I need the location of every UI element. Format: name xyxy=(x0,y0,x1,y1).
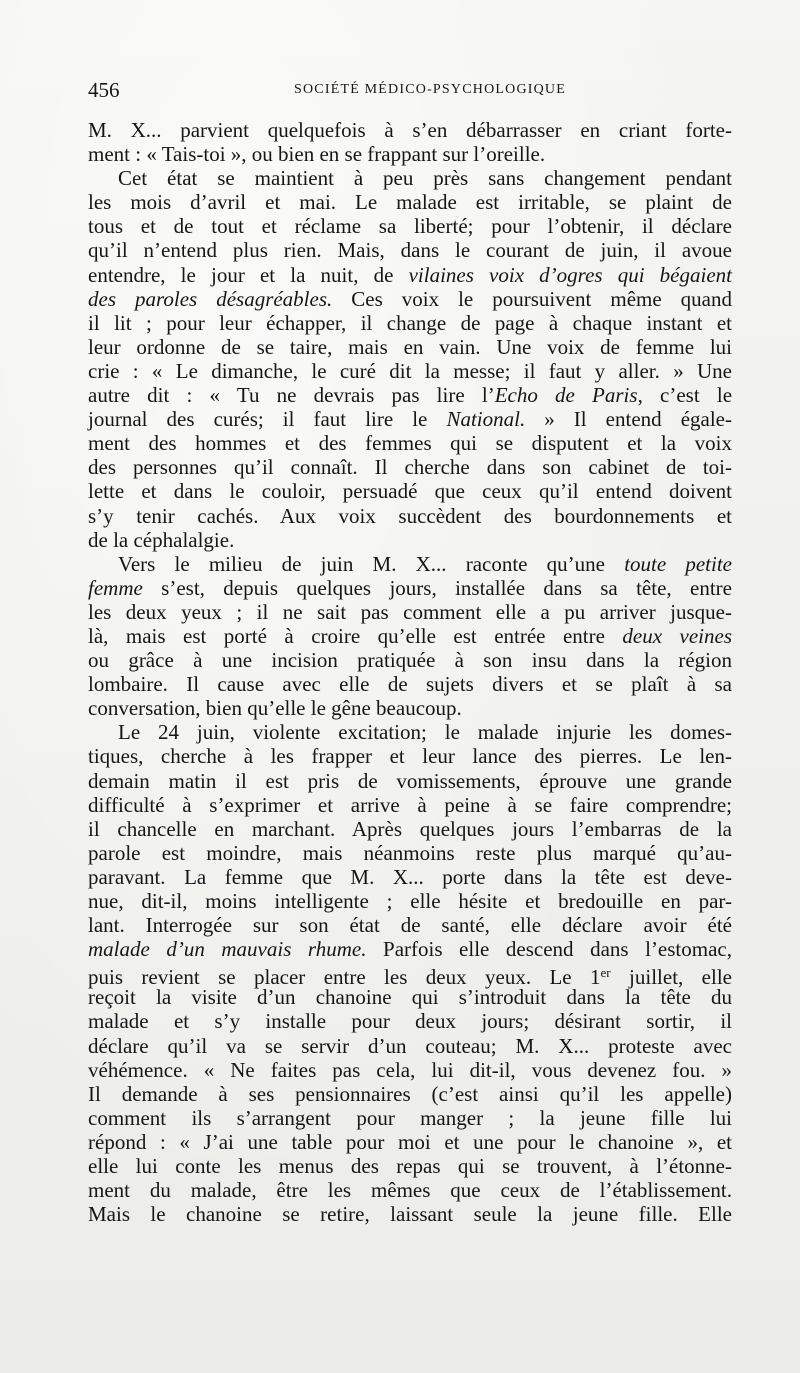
superscript-text: er xyxy=(600,965,611,981)
text-line xyxy=(88,648,732,672)
text-line xyxy=(88,720,732,744)
text-line xyxy=(88,769,732,793)
text-segment: Il demande à ses pensionnaires (c’est ainsi qu’il les appelle) xyxy=(88,1081,732,1106)
text-line xyxy=(88,1154,732,1178)
text-line xyxy=(88,865,732,889)
page-number: 456 xyxy=(88,78,120,102)
text-segment: tous et de tout et réclame sa liberté; pour l’obtenir, il déclare xyxy=(88,214,732,239)
text-line xyxy=(88,576,732,600)
text-line xyxy=(88,985,732,1009)
text-segment: conversation, bien qu’elle le gêne beaucoup. xyxy=(88,696,462,721)
text-segment: Parfois elle descend dans l’estomac, xyxy=(366,937,732,962)
text-segment: il lit ; pour leur échapper, il change de page à chaque instant et xyxy=(88,310,732,335)
text-segment: répond : « J’ai une table pour moi et une pour le chanoine », et xyxy=(88,1129,732,1154)
text-line xyxy=(88,1082,732,1106)
text-segment: s’est, depuis quelques jours, installée dans sa tête, entre xyxy=(142,575,732,600)
text-line xyxy=(88,263,732,287)
text-line xyxy=(88,913,732,937)
text-line xyxy=(88,431,732,455)
italic-text: deux veines xyxy=(622,623,732,648)
text-line xyxy=(88,166,732,190)
text-segment: des personnes qu’il connaît. Il cherche dans son cabinet de toi- xyxy=(88,455,732,480)
text-segment: les deux yeux ; il ne sait pas comment elle a pu arriver jusque- xyxy=(88,599,732,624)
text-line xyxy=(88,889,732,913)
text-segment: elle lui conte les menus des repas qui se trouvent, à l’étonne- xyxy=(88,1154,732,1179)
text-segment: difficulté à s’exprimer et arrive à peine à se faire comprendre; xyxy=(88,792,732,817)
text-line xyxy=(88,142,732,166)
text-segment: lant. Interrogée sur son état de santé, elle déclare avoir été xyxy=(88,913,732,938)
text-segment: lette et dans le couloir, persuadé que ceux qu’il entend doivent xyxy=(88,479,732,504)
text-line xyxy=(88,744,732,768)
running-title: SOCIÉTÉ MÉDICO-PSYCHOLOGIQUE xyxy=(294,82,566,97)
text-segment: véhémence. « Ne faites pas cela, lui dit-il, vous devenez fou. » xyxy=(88,1057,732,1082)
text-segment: demain matin il est pris de vomissements, éprouve une grande xyxy=(88,768,732,793)
text-segment: qu’il n’entend plus rien. Mais, dans le courant de juin, il avoue xyxy=(88,238,732,263)
text-line xyxy=(88,214,732,238)
text-segment: de la céphalalgie. xyxy=(88,527,235,552)
text-segment: Cet état se maintient à peu près sans changement pendant xyxy=(118,166,732,191)
text-segment: » Il entend égale- xyxy=(525,407,733,432)
text-segment: puis revient se placer entre les deux yeux. Le 1 xyxy=(88,965,601,990)
text-line xyxy=(88,504,732,528)
text-segment: il chancelle en marchant. Après quelques jours l’embarras de la xyxy=(88,816,732,841)
text-line xyxy=(88,600,732,624)
text-line xyxy=(88,287,732,311)
text-line xyxy=(88,1178,732,1202)
text-segment: Le 24 juin, violente excitation; le malade injurie les domes- xyxy=(118,720,732,745)
text-segment: Ces voix le poursuivent même quand xyxy=(332,286,732,311)
text-line xyxy=(88,1009,732,1033)
text-segment: ment du malade, être les mêmes que ceux de l’établissement. xyxy=(88,1178,732,1203)
italic-text: Echo de Paris xyxy=(494,383,638,408)
text-segment: , c’est le xyxy=(637,383,733,408)
text-segment: leur ordonne de se taire, mais en vain. Une voix de femme lui xyxy=(88,334,732,359)
text-segment: ment : « Tais-toi », ou bien en se frappant sur l’oreille. xyxy=(88,142,546,167)
text-segment: juillet, elle xyxy=(610,965,732,990)
text-line xyxy=(88,624,732,648)
text-line xyxy=(88,311,732,335)
text-line xyxy=(88,1130,732,1154)
page-header xyxy=(88,76,732,104)
text-line xyxy=(88,1202,732,1226)
text-segment: ment des hommes et des femmes qui se disputent et la voix xyxy=(88,431,732,456)
text-segment: ou grâce à une incision pratiquée à son insu dans la région xyxy=(88,648,732,673)
text-segment: malade et s’y installe pour deux jours; désirant sortir, il xyxy=(88,1009,732,1034)
text-line xyxy=(88,407,732,431)
text-line xyxy=(88,552,732,576)
text-line xyxy=(88,118,732,142)
text-segment: paravant. La femme que M. X... porte dans la tête est deve- xyxy=(88,864,732,889)
text-segment: crie : « Le dimanche, le curé dit la messe; il faut y aller. » Une xyxy=(88,358,732,383)
text-line xyxy=(88,455,732,479)
text-segment: là, mais est porté à croire qu’elle est entrée entre xyxy=(88,623,623,648)
text-line xyxy=(88,937,732,961)
text-line xyxy=(88,1034,732,1058)
italic-text: vilaines voix d’ogres qui bégaient xyxy=(408,262,732,287)
text-line xyxy=(88,190,732,214)
text-segment: entendre, le jour et la nuit, de xyxy=(88,262,409,287)
text-line xyxy=(88,696,732,720)
text-segment: les mois d’avril et mai. Le malade est irritable, se plaint de xyxy=(88,190,732,215)
text-line xyxy=(88,383,732,407)
text-line xyxy=(88,817,732,841)
text-segment: lombaire. Il cause avec elle de sujets divers et se plaît à sa xyxy=(88,672,732,697)
text-segment: s’y tenir cachés. Aux voix succèdent des bourdonnements et xyxy=(88,503,732,528)
italic-text: National. xyxy=(446,407,526,432)
text-line xyxy=(88,335,732,359)
text-line xyxy=(88,479,732,503)
text-segment: tiques, cherche à les frapper et leur lance des pierres. Le len- xyxy=(88,744,732,769)
text-segment: comment ils s’arrangent pour manger ; la jeune fille lui xyxy=(88,1105,732,1130)
italic-text: toute petite xyxy=(624,551,733,576)
text-line xyxy=(88,961,732,990)
text-line xyxy=(88,672,732,696)
text-segment: journal des curés; il faut lire le xyxy=(88,407,447,432)
italic-text: des paroles désagréables. xyxy=(88,286,333,311)
text-line xyxy=(88,1106,732,1130)
text-line xyxy=(88,841,732,865)
text-segment: autre dit : « Tu ne devrais pas lire l’ xyxy=(88,383,495,408)
text-line xyxy=(88,359,732,383)
text-segment: M. X... parvient quelquefois à s’en débarrasser en criant forte- xyxy=(88,118,732,142)
text-segment: Vers le milieu de juin M. X... raconte qu’une xyxy=(118,551,625,576)
text-segment: parole est moindre, mais néanmoins reste plus marqué qu’au- xyxy=(88,840,732,865)
italic-text: malade d’un mauvais rhume. xyxy=(88,937,367,962)
italic-text: femme xyxy=(88,575,143,600)
text-line xyxy=(88,528,732,552)
text-segment: Mais le chanoine se retire, laissant seule la jeune fille. Elle xyxy=(88,1202,732,1227)
text-line xyxy=(88,793,732,817)
body-text xyxy=(88,118,732,1226)
text-segment: reçoit la visite d’un chanoine qui s’introduit dans la tête du xyxy=(88,985,732,1010)
text-line xyxy=(88,1058,732,1082)
text-line xyxy=(88,238,732,262)
text-segment: nue, dit-il, moins intelligente ; elle hésite et bredouille en par- xyxy=(88,889,732,913)
text-segment: déclare qu’il va se servir d’un couteau; M. X... proteste avec xyxy=(88,1033,732,1058)
